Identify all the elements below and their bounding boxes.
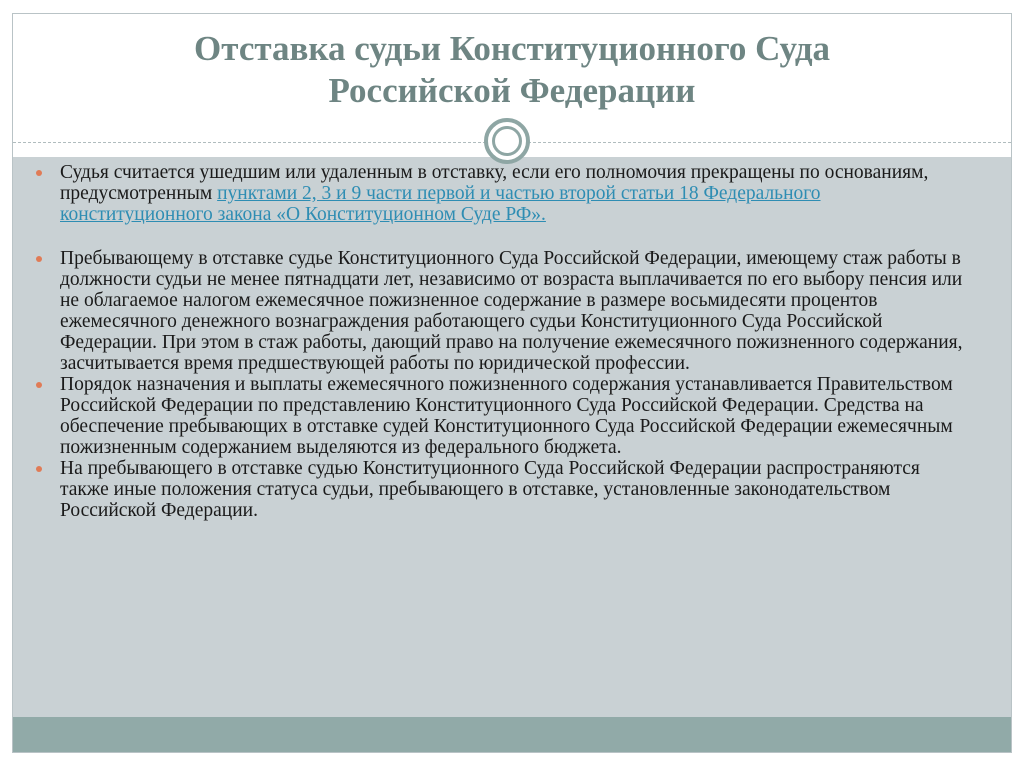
- bullet-dot-icon: [36, 256, 42, 262]
- bullet-2-text: Пребывающему в отставке судье Конституционного Суда Российской Федерации, имеющему стаж работы в должности судьи не менее пятнадцати лет, независимо от возраста выплачивается по его выбору пенсия или не облагаемое налогом ежемесячное пожизненное содержание в размере восьмидесяти процентов ежемесячного денежного вознаграждения работающего судьи Конституционного Суда Российской Федерации. При этом в стаж работы, дающий право на получение ежемесячного пожизненного содержания, засчитывается время предшествующей работы по юридической профессии.: [60, 248, 963, 374]
- double-ring-ornament-icon: [484, 118, 530, 164]
- bullet-item-3: [36, 374, 966, 458]
- slide-title: [13, 28, 1011, 112]
- title-line-2: Российской Федерации: [328, 71, 696, 110]
- bullet-dot-icon: [36, 382, 42, 388]
- bullet-item-2: [36, 248, 966, 374]
- law-article-link[interactable]: пунктами 2, 3 и 9 части первой и частью второй статьи 18 Федерального конституционного закона «О Конституционном Суде РФ».: [60, 183, 821, 225]
- bullet-1-text: Судья считается ушедшим или удаленным в отставку, если его полномочия прекращены по основаниям, предусмотренным: [60, 162, 929, 204]
- bullet-dot-icon: [36, 466, 42, 472]
- bullet-item-1: [36, 162, 966, 225]
- bullet-spacer: [36, 225, 966, 248]
- bullet-dot-icon: [36, 170, 42, 176]
- bullet-3-text: Порядок назначения и выплаты ежемесячного пожизненного содержания устанавливается Правительством Российской Федерации по представлению Конституционного Суда Российской Федерации. Средства на обеспечение пребывающих в отставке судей Конституционного Суда Российской Федерации ежемесячным пожизненным содержанием выделяются из федерального бюджета.: [60, 374, 953, 458]
- title-line-1: Отставка судьи Конституционного Суда: [193, 29, 831, 68]
- bullet-list: [36, 162, 966, 521]
- bullet-4-text: На пребывающего в отставке судью Конституционного Суда Российской Федерации распространяются также иные положения статуса судьи, пребывающего в отставке, установленные законодательством Российской Федерации.: [60, 458, 920, 521]
- bottom-band: [13, 717, 1011, 753]
- bullet-item-4: [36, 458, 966, 521]
